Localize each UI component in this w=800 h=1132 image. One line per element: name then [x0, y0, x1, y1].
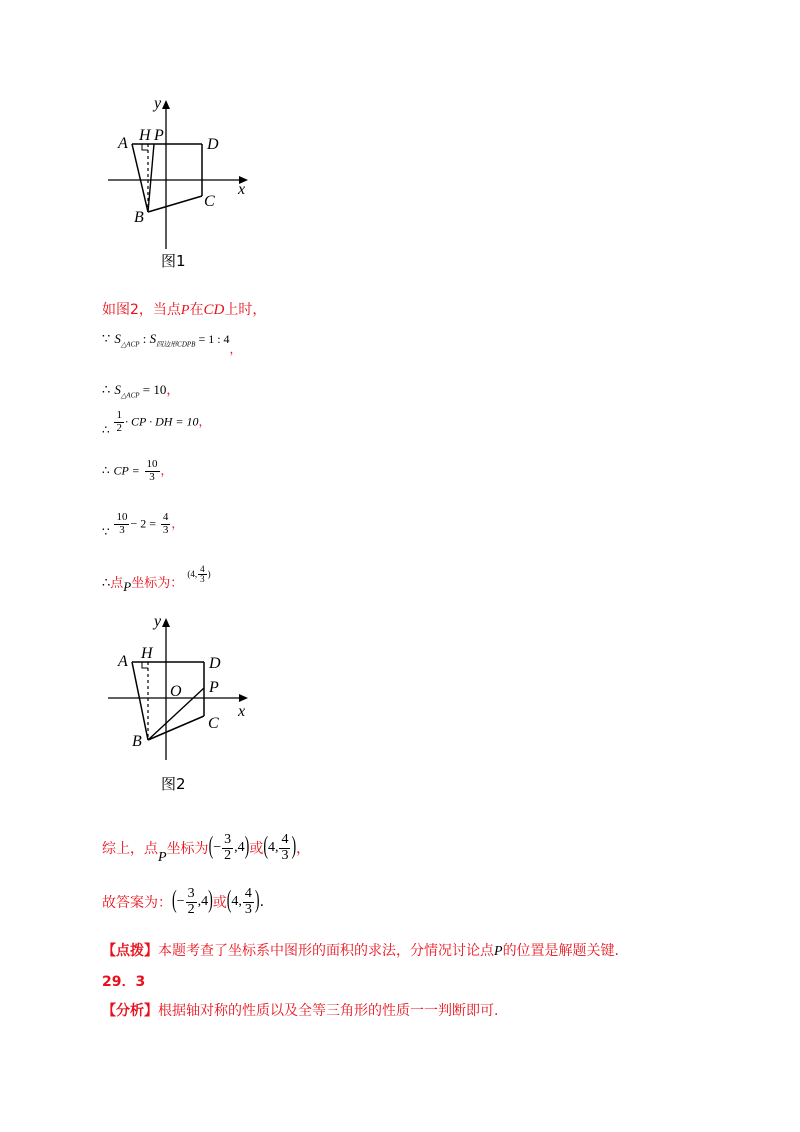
next-question-number: 29．3	[102, 974, 146, 990]
ratio-line: ∵ $S_{\triangle ACP}$ : $S_{四边形CDPB} = 1$ : 4，	[102, 331, 242, 356]
fig1-label-c: C	[204, 193, 215, 210]
figure-1-caption: 图1	[161, 252, 186, 270]
answer-line: 故答案为： ( − $\frac{3}{2}$ ,4 ) 或 ( 4, $\frac{4}{3}$ ) .	[102, 886, 265, 917]
figure-1-diagram	[108, 94, 258, 274]
half-area-line: ∴ $\frac{1}{2}$ · CP · DH = 10，	[102, 409, 211, 437]
fig2-label-h: H	[141, 645, 153, 662]
fig1-label-d: D	[207, 136, 219, 153]
area-line: ∴ $S_{\triangle ACP} = 10$，	[102, 382, 180, 400]
fig2-label-y: y	[154, 613, 162, 630]
fig1-label-p: P	[154, 127, 164, 144]
fig1-label-y: y	[154, 95, 162, 112]
fig2-label-d: D	[209, 655, 221, 672]
fig2-label-p: P	[209, 679, 219, 696]
analysis-line: 【分析】根据轴对称的性质以及全等三角形的性质一一判断即可.	[102, 1003, 499, 1019]
figure-2-caption: 图2	[161, 775, 186, 793]
cp-line: ∴ CP = $\frac{10}{3}$ ，	[102, 458, 173, 483]
figure-1	[108, 94, 258, 274]
fig1-label-x: x	[238, 181, 246, 198]
coordinate-line: ∴点P坐标为： $^{(4, \frac{4}{3} )}$	[102, 564, 211, 594]
difference-line: ∵ $\frac{10}{3}$ − 2 = $\frac{4}{3}$ ，	[102, 511, 184, 539]
fig2-label-o: O	[170, 683, 182, 700]
fig2-label-a: A	[118, 653, 128, 670]
fig1-label-h: H	[139, 127, 151, 144]
summary-line: 综上，点 P 坐标为 ( − $\frac{3}{2}$ ,4 ) 或 ( 4, $\frac{4}{3}$ ) ，	[102, 832, 311, 866]
fig2-label-x: x	[238, 703, 246, 720]
fig1-label-b: B	[134, 209, 144, 226]
comment-line: 【点拨】本题考查了坐标系中图形的面积的求法，分情况讨论点P的位置是解题关键.	[102, 943, 620, 959]
fig2-label-b: B	[132, 733, 142, 750]
fig2-label-c: C	[208, 715, 219, 732]
case2-intro: 如图2，当点P在CD上时，	[102, 302, 267, 318]
fig1-label-a: A	[118, 135, 128, 152]
figure-2-diagram	[108, 612, 258, 762]
figure-2	[108, 612, 258, 762]
